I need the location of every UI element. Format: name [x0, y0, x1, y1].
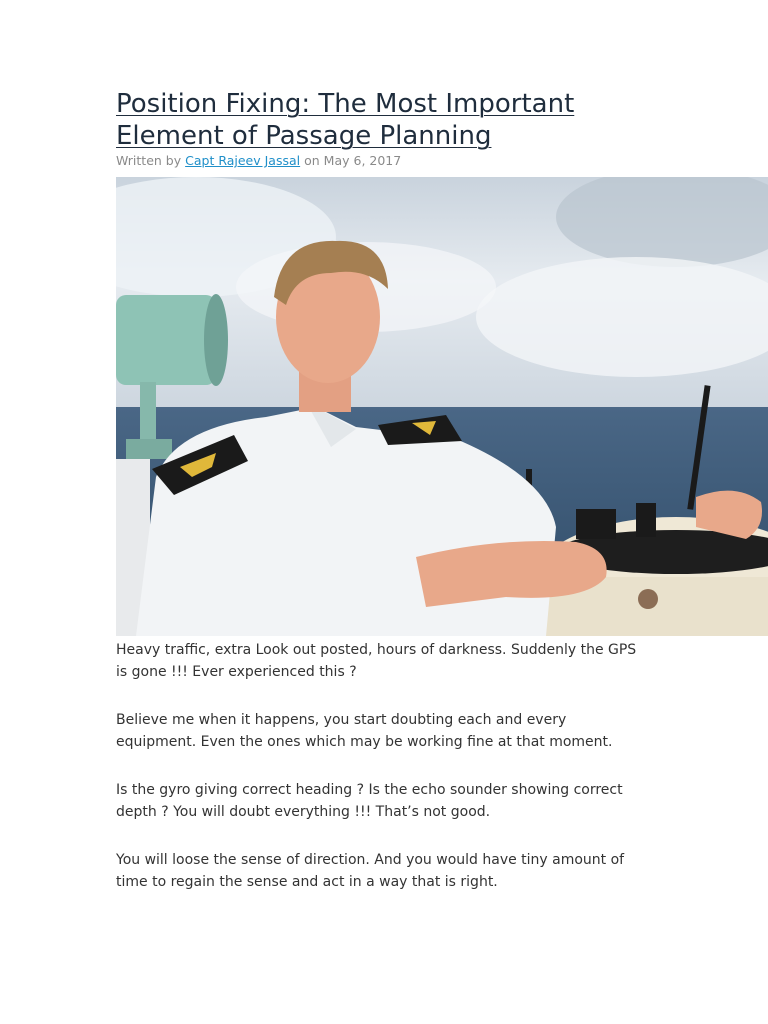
author-link[interactable]: Capt Rajeev Jassal	[185, 153, 301, 168]
paragraph: You will loose the sense of direction. And you would have tiny amount of time to regain the sense and act in a way that is right.	[116, 852, 625, 890]
paragraph: Is the gyro giving correct heading ? Is the echo sounder showing correct depth ? You will doubt everything !!! That’s not good.	[116, 782, 623, 820]
byline	[116, 153, 768, 169]
paragraph: Believe me when it happens, you start doubting each and every equipment. Even the ones which may be working fine at that moment.	[116, 712, 613, 750]
article	[116, 88, 768, 890]
article-body	[116, 639, 646, 919]
publish-date: May 6, 2017	[323, 153, 402, 168]
article-title[interactable]: Position Fixing: The Most Important Element of Passage Planning	[116, 89, 575, 151]
hero-image	[116, 177, 768, 636]
paragraph: Heavy traffic, extra Look out posted, hours of darkness. Suddenly the GPS is gone !!! Ever experienced this ?	[116, 642, 637, 680]
byline-prefix: Written by	[116, 153, 182, 168]
byline-connector: on	[304, 153, 320, 168]
